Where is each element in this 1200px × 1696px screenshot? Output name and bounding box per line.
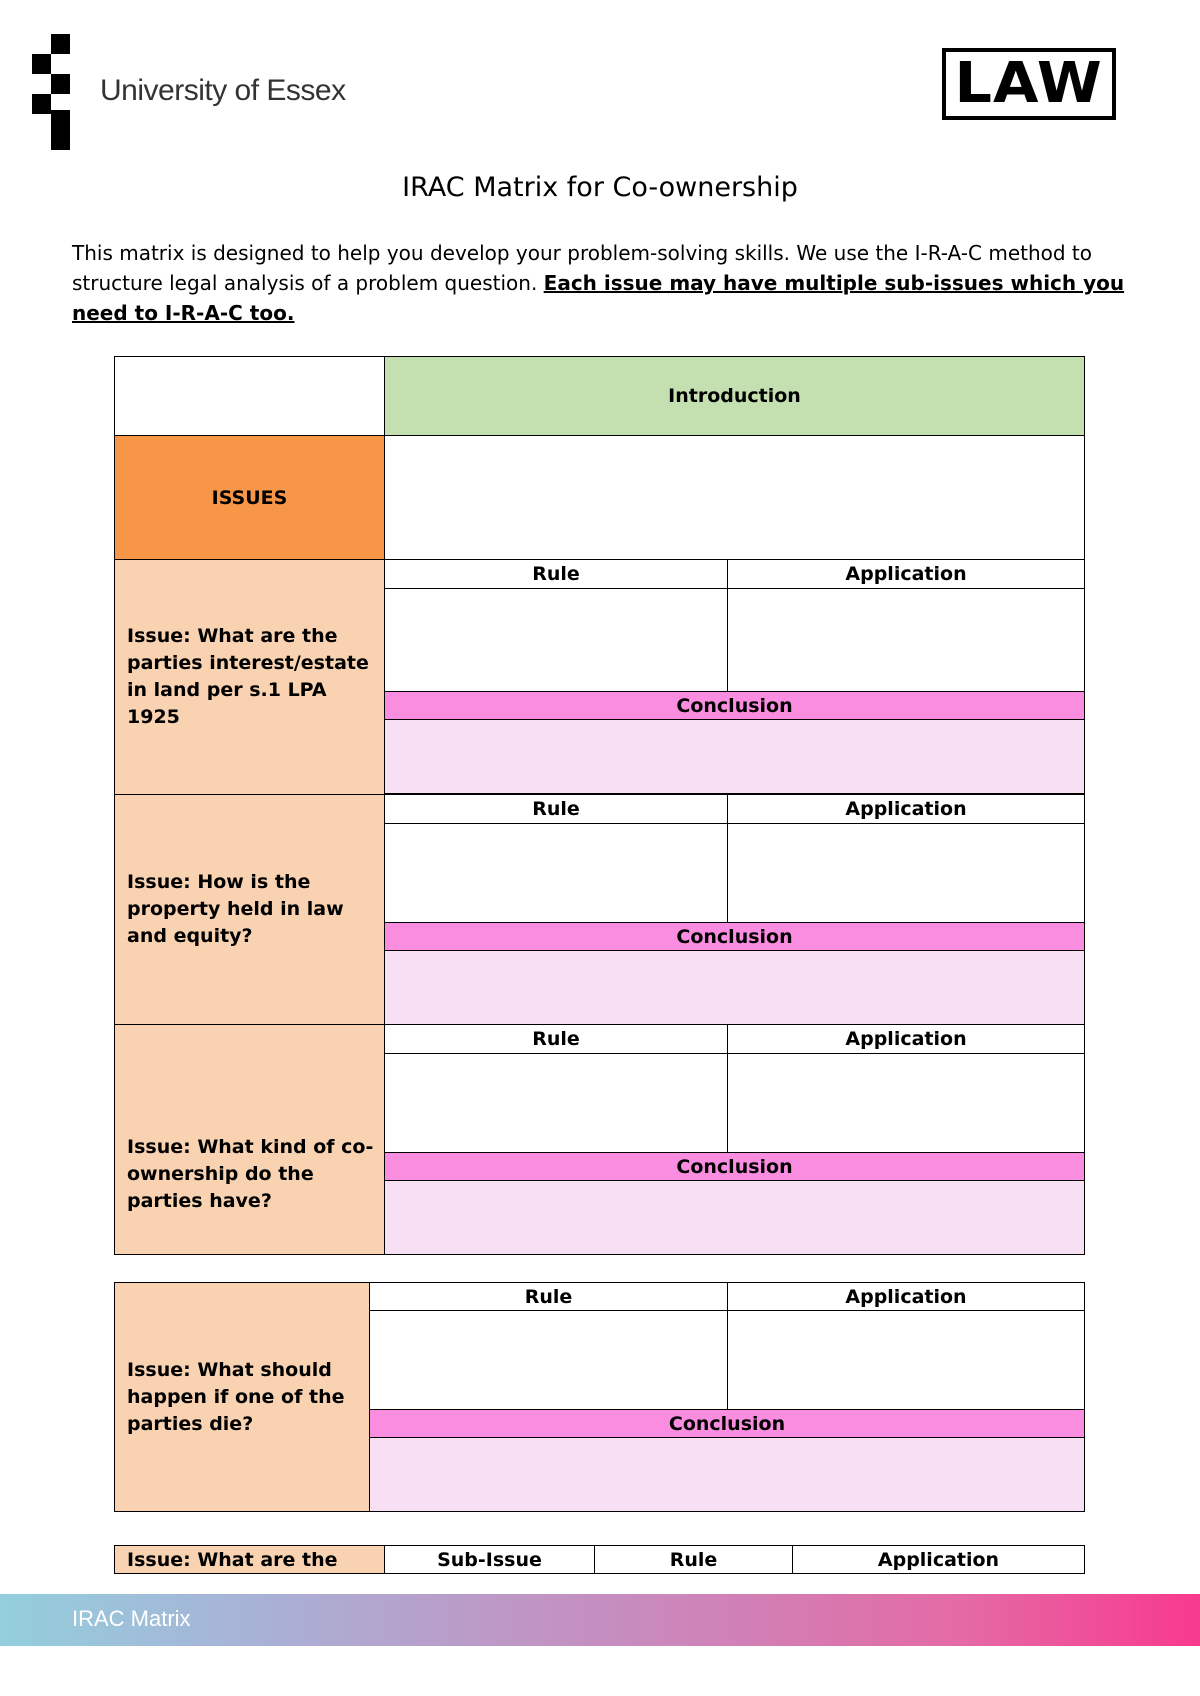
application-input-cell-3[interactable] bbox=[728, 1054, 1085, 1153]
issue-cell-3: Issue: What kind of co-ownership do the parties have? bbox=[115, 1025, 385, 1255]
irac-table-subissue bbox=[114, 1545, 1085, 1574]
conclusion-input-cell-1[interactable] bbox=[385, 720, 1085, 794]
issue-cell-4: Issue: What should happen if one of the parties die? bbox=[115, 1283, 370, 1512]
issues-header: ISSUES bbox=[115, 436, 385, 560]
footer-label: IRAC Matrix bbox=[72, 1606, 191, 1631]
conclusion-header: Conclusion bbox=[385, 923, 1085, 951]
sub-issue-header: Sub-Issue bbox=[385, 1546, 595, 1574]
application-header: Application bbox=[793, 1546, 1085, 1574]
conclusion-input-cell-2[interactable] bbox=[385, 951, 1085, 1025]
application-input-cell-4[interactable] bbox=[728, 1311, 1085, 1410]
issue-cell-5: Issue: What are the bbox=[115, 1546, 385, 1574]
intro-emphasis: Each issue may have multiple sub-issues which you need to I-R-A-C too. bbox=[72, 271, 1125, 325]
application-header: Application bbox=[728, 1025, 1085, 1054]
page-title: IRAC Matrix for Co-ownership bbox=[402, 172, 798, 203]
corner-cell[interactable] bbox=[115, 357, 385, 436]
conclusion-input-cell-4[interactable] bbox=[370, 1438, 1085, 1512]
rule-header: Rule bbox=[370, 1283, 728, 1311]
application-input-cell-1[interactable] bbox=[728, 589, 1085, 692]
university-name: University of Essex bbox=[100, 74, 346, 107]
introduction-input-cell[interactable] bbox=[385, 436, 1085, 560]
irac-table-death bbox=[114, 1282, 1085, 1512]
law-logo-text: LAW bbox=[954, 51, 1104, 116]
application-header: Application bbox=[728, 795, 1085, 824]
intro-paragraph bbox=[72, 238, 1132, 328]
rule-input-cell-2[interactable] bbox=[385, 824, 728, 923]
rule-input-cell-4[interactable] bbox=[370, 1311, 728, 1410]
rule-header: Rule bbox=[385, 795, 728, 824]
application-input-cell-2[interactable] bbox=[728, 824, 1085, 923]
rule-header: Rule bbox=[385, 560, 728, 589]
intro-text: This matrix is designed to help you develop your problem-solving skills. We use the I-R-A-C method to structure legal analysis of a problem question. bbox=[72, 241, 1093, 295]
rule-input-cell-1[interactable] bbox=[385, 589, 728, 692]
conclusion-input-cell-3[interactable] bbox=[385, 1181, 1085, 1255]
university-of-essex-logo bbox=[32, 34, 392, 150]
application-header: Application bbox=[728, 560, 1085, 589]
application-header: Application bbox=[728, 1283, 1085, 1311]
introduction-header: Introduction bbox=[385, 357, 1085, 436]
conclusion-header: Conclusion bbox=[385, 1153, 1085, 1181]
rule-input-cell-3[interactable] bbox=[385, 1054, 728, 1153]
conclusion-header: Conclusion bbox=[385, 692, 1085, 720]
rule-header: Rule bbox=[595, 1546, 793, 1574]
issue-cell-2: Issue: How is the property held in law and equity? bbox=[115, 795, 385, 1025]
checker-icon bbox=[32, 34, 80, 150]
footer-bar bbox=[0, 1594, 1200, 1646]
conclusion-header: Conclusion bbox=[370, 1410, 1085, 1438]
rule-header: Rule bbox=[385, 1025, 728, 1054]
law-logo bbox=[942, 48, 1116, 120]
issue-cell-1: Issue: What are the parties interest/estate in land per s.1 LPA 1925 bbox=[115, 560, 385, 795]
irac-main-table bbox=[114, 356, 1085, 1255]
